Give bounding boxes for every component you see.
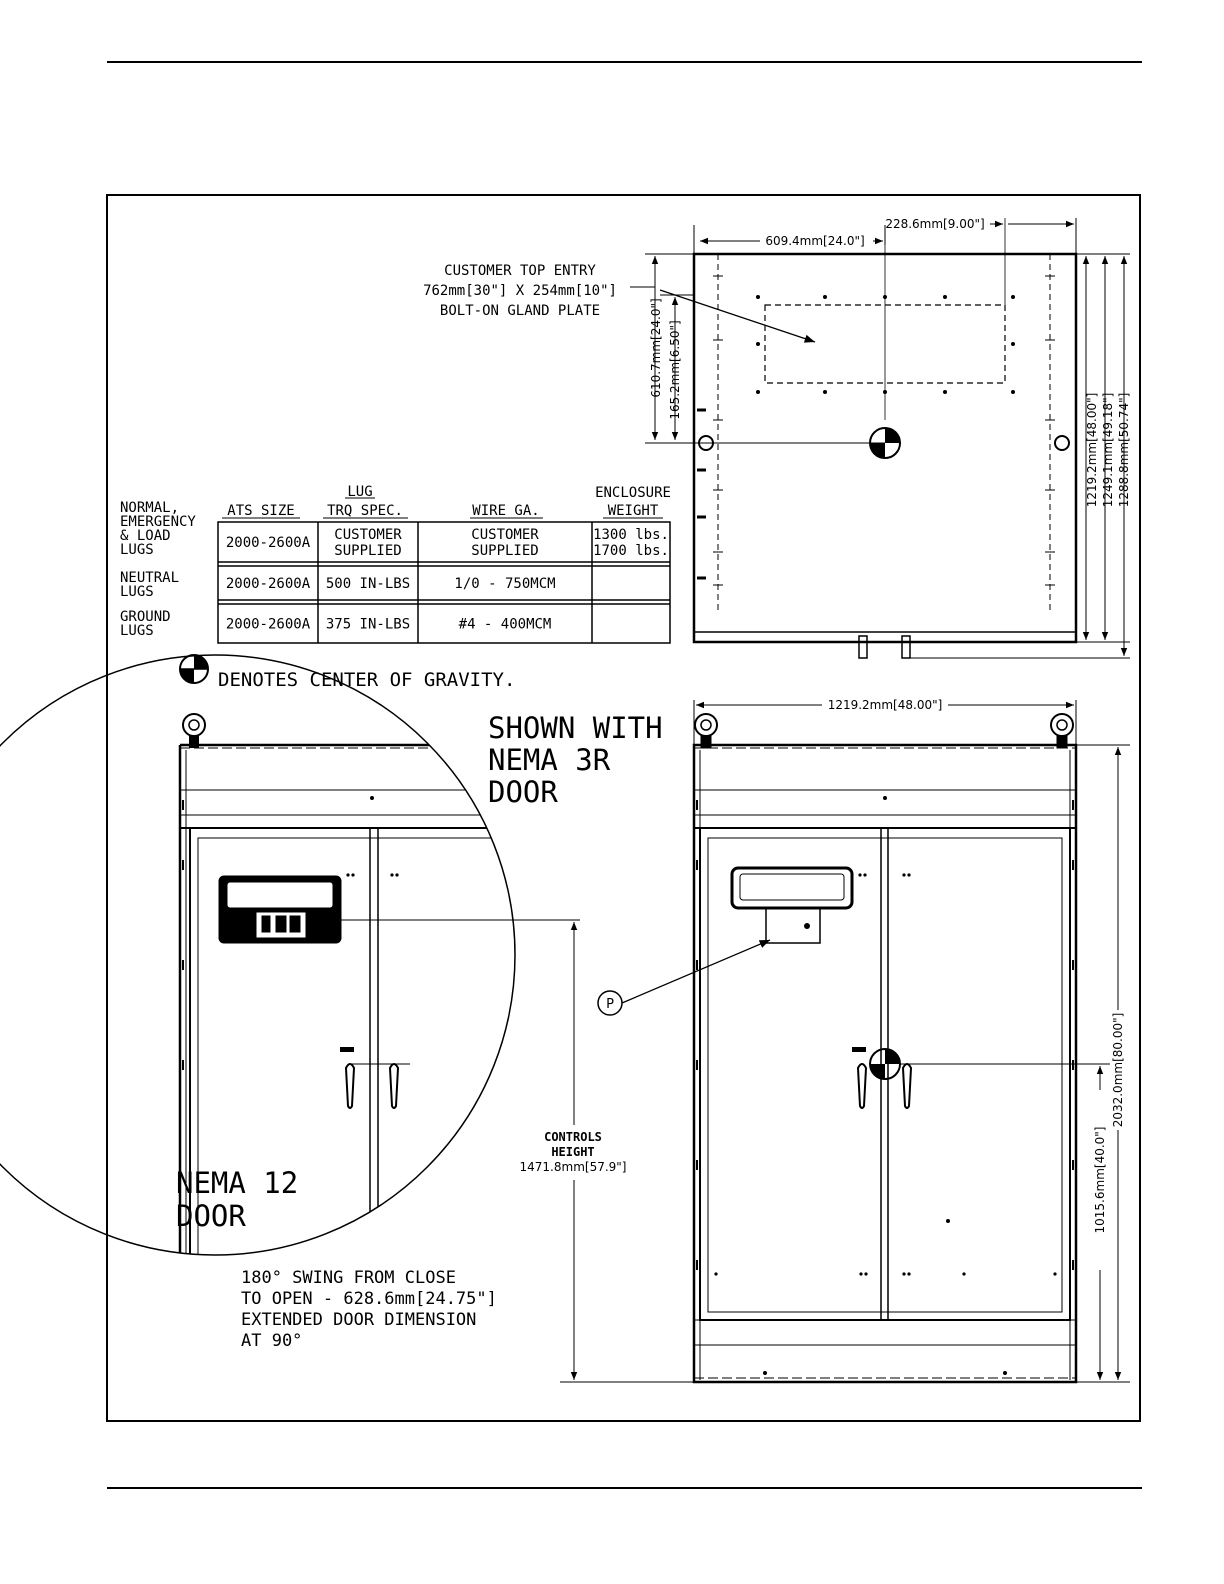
controls-line1: CONTROLS: [544, 1130, 602, 1144]
dim-front-height: 2032.0mm[80.00"]: [1111, 1012, 1125, 1128]
top-view: [630, 218, 1130, 658]
header-ats-size: ATS SIZE: [227, 503, 295, 519]
lug-row-label: GROUND: [120, 609, 171, 625]
front-view: [598, 700, 1130, 1382]
dim-right-1: 1219.2mm[48.00"]: [1085, 392, 1099, 508]
lug-table: [120, 484, 671, 643]
shown-with-line3: DOOR: [488, 775, 558, 809]
dim-right-2: 1249.1mm[49.18"]: [1101, 392, 1115, 508]
lug-row-trq: SUPPLIED: [334, 543, 402, 559]
shown-with-line1: SHOWN WITH: [488, 711, 663, 745]
shown-with-line2: NEMA 3R: [488, 743, 611, 777]
lug-row-trq: 500 IN-LBS: [325, 576, 411, 592]
lug-row-label: LUGS: [120, 623, 154, 639]
dim-left-1: 610.7mm[24.0"]: [649, 298, 663, 398]
lug-row-wire: CUSTOMER: [471, 527, 539, 543]
controls-line2: HEIGHT: [551, 1145, 595, 1159]
callout-p: P: [606, 997, 614, 1012]
lug-row-label: LUGS: [120, 584, 154, 600]
dim-left-2: 165.2mm[6.50"]: [668, 320, 682, 420]
lug-row-wire: #4 - 400MCM: [458, 616, 552, 633]
dim-cog-height: 1015.6mm[40.0"]: [1093, 1126, 1107, 1234]
lug-row-label: & LOAD: [120, 528, 171, 544]
header-lug: LUG: [347, 484, 373, 500]
lug-row-label: NEUTRAL: [120, 570, 180, 586]
gland-note-line2: 762mm[30"] X 254mm[10"]: [423, 283, 617, 299]
cog-note: DENOTES CENTER OF GRAVITY.: [218, 669, 516, 691]
dim-width-center: 609.4mm[24.0"]: [765, 234, 865, 248]
lug-row-size: 2000-2600A: [225, 576, 311, 592]
drawing-frame: [107, 195, 1140, 1421]
dim-offset-right: 228.6mm[9.00"]: [885, 217, 985, 231]
lug-row-wire: SUPPLIED: [471, 543, 539, 559]
lug-row-size: 2000-2600A: [225, 535, 311, 551]
lug-rows: [120, 500, 669, 639]
lug-row-size: 2000-2600A: [225, 616, 311, 633]
swing-line4: AT 90°: [241, 1331, 303, 1351]
nema12-line1: NEMA 12: [176, 1166, 299, 1200]
detail-view: [0, 655, 790, 1320]
lug-row-label: EMERGENCY: [120, 514, 196, 530]
swing-line1: 180° SWING FROM CLOSE: [241, 1268, 456, 1288]
header-enclosure: ENCLOSURE: [595, 485, 671, 501]
lug-row-label: NORMAL,: [120, 500, 180, 516]
header-wire: WIRE GA.: [472, 503, 540, 519]
lug-row-trq: CUSTOMER: [334, 527, 402, 543]
header-trq-spec: TRQ SPEC.: [327, 503, 403, 519]
cog-legend: [180, 655, 208, 683]
lug-row-weight: 1700 lbs.: [593, 543, 669, 559]
lug-row-label: LUGS: [120, 542, 154, 558]
lug-row-trq: 375 IN-LBS: [325, 616, 411, 633]
swing-line2: TO OPEN - 628.6mm[24.75"]: [241, 1289, 497, 1309]
lug-row-weight: 1300 lbs.: [593, 527, 669, 543]
gland-note-line1: CUSTOMER TOP ENTRY: [444, 263, 596, 279]
dim-front-width: 1219.2mm[48.00"]: [827, 698, 943, 712]
controls-line3: 1471.8mm[57.9"]: [519, 1160, 627, 1174]
lug-row-wire: 1/0 - 750MCM: [454, 576, 556, 592]
dim-right-3: 1288.8mm[50.74"]: [1117, 392, 1131, 508]
swing-line3: EXTENDED DOOR DIMENSION: [241, 1310, 477, 1330]
nema12-line2: DOOR: [176, 1199, 246, 1233]
header-weight: WEIGHT: [607, 503, 659, 519]
gland-note-line3: BOLT-ON GLAND PLATE: [439, 303, 601, 319]
